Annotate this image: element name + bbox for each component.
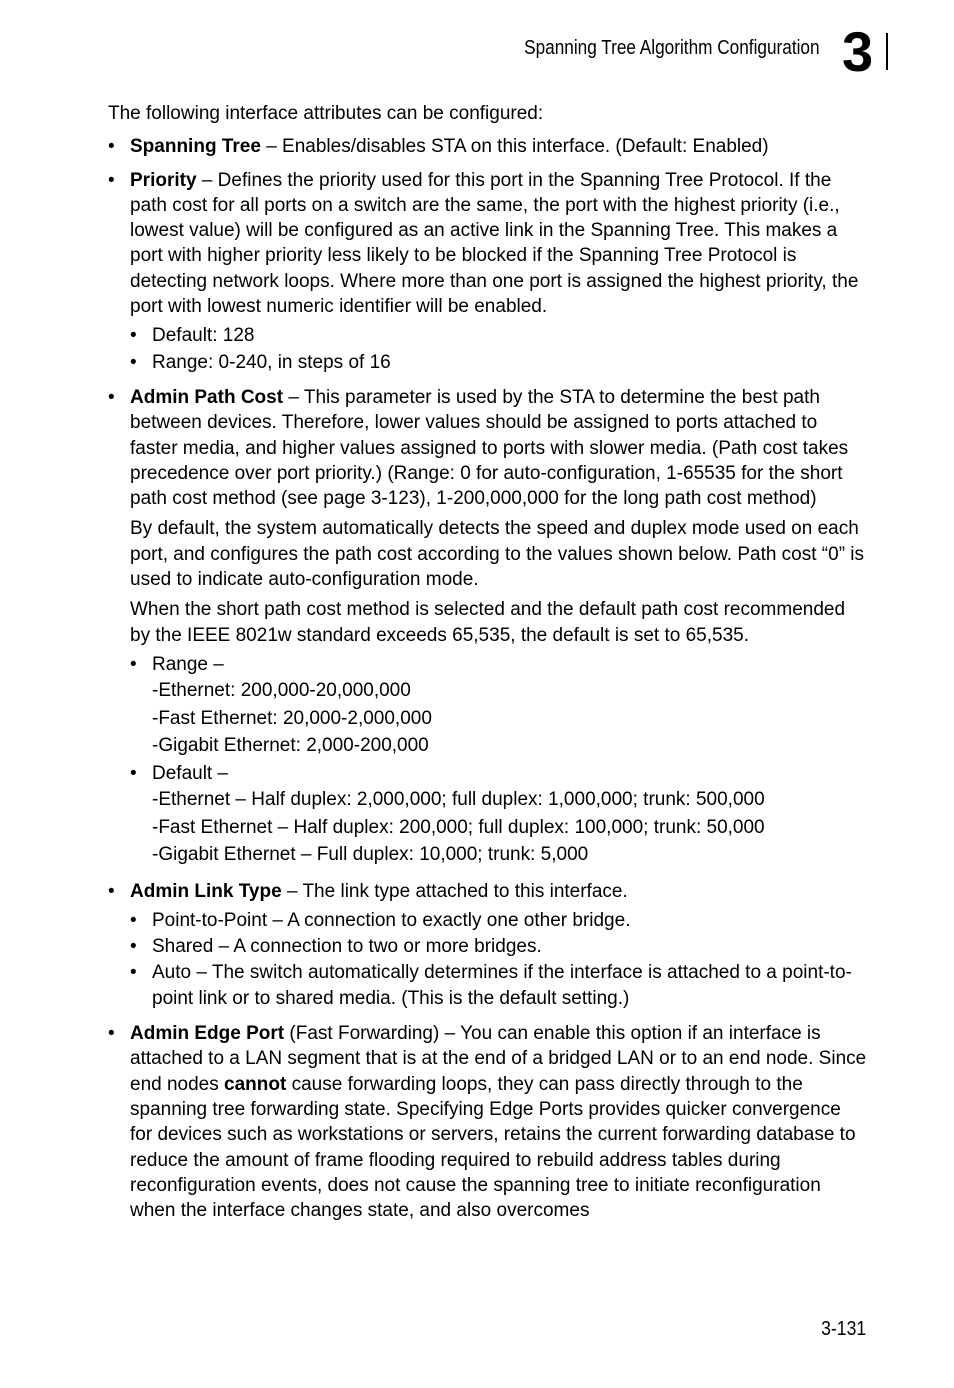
page-number: 3-131 <box>820 1318 866 1340</box>
term-admin-link-type: Admin Link Type <box>130 880 282 902</box>
default-line: -Fast Ethernet – Half duplex: 200,000; full duplex: 100,000; trunk: 50,000 <box>152 816 765 838</box>
list-item: • Auto – The switch automatically determines if the interface is attached to a point-to-point link or to shared media. (This is the default setting.) <box>130 960 868 1011</box>
desc-priority: – Defines the priority used for this port in the Spanning Tree Protocol. If the path cost for all ports on a switch are the same, the port with the highest priority (i.e., lowest value) will be configured as an active link in the Spanning Tree. This makes a port with higher priority less likely to be blocked if the Spanning Tree Protocol is detecting network loops. Where more than one port is assigned the highest priority, the port with lowest numeric identifier will be enabled. <box>130 169 859 318</box>
running-header: Spanning Tree Algorithm Configuration <box>524 37 820 59</box>
chapter-divider <box>886 33 888 70</box>
default-line: -Ethernet – Half duplex: 2,000,000; full duplex: 1,000,000; trunk: 500,000 <box>152 789 765 811</box>
list-item-priority <box>108 168 868 375</box>
list-item: • Range: 0-240, in steps of 16 <box>130 350 868 375</box>
desc-edge-port-a: (Fast Forwarding) – You can enable this option if an interface is attached to a LAN segment that is at the end of a bridged LAN or to an end node. Since end nodes <box>130 1023 867 1095</box>
intro-text: The following interface attributes can be configured: <box>108 103 544 124</box>
list-item-admin-edge-port <box>108 1021 868 1223</box>
list-item: • Point-to-Point – A connection to exactly one other bridge. <box>130 908 868 933</box>
range-label: • Range – <box>152 653 224 675</box>
default-line: -Gigabit Ethernet – Full duplex: 10,000; trunk: 5,000 <box>152 844 589 866</box>
desc-admin-link-type: – The link type attached to this interface. <box>281 880 628 902</box>
desc-admin-path-cost: – This parameter is used by the STA to determine the best path between devices. Therefore, lower values should be assigned to ports attached to faster media, and higher values assigned to ports with slower media. (Path cost takes precedence over port priority.) (Range: 0 for auto-configuration, 1-65535 for the short path cost method (see page 3-123), 1-200,000,000 for the long path cost method) <box>130 386 849 510</box>
list-item: • Default: 128 <box>130 323 868 348</box>
list-item-admin-path-cost <box>108 385 868 869</box>
priority-sublist <box>130 323 868 375</box>
list-item-range <box>130 652 868 760</box>
range-line: -Fast Ethernet: 20,000-2,000,000 <box>152 707 432 729</box>
list-item-default <box>130 761 868 869</box>
attribute-list <box>108 134 868 1223</box>
term-spanning-tree: Spanning Tree <box>130 136 261 158</box>
path-cost-short-method-paragraph: When the short path cost method is selected and the default path cost recommended by the IEEE 8021w standard exceeds 65,535, the default is set to 65,535. <box>130 599 846 646</box>
list-item-spanning-tree <box>108 134 868 159</box>
range-line: -Ethernet: 200,000-20,000,000 <box>152 680 411 702</box>
chapter-number: 3 <box>842 20 874 83</box>
range-line: -Gigabit Ethernet: 2,000-200,000 <box>152 735 429 757</box>
list-item-admin-link-type <box>108 879 868 1011</box>
default-label: • Default – <box>152 762 229 784</box>
list-item: • Shared – A connection to two or more bridges. <box>130 934 868 959</box>
term-admin-edge-port: Admin Edge Port <box>130 1023 285 1045</box>
path-cost-sublist <box>130 652 868 869</box>
path-cost-default-paragraph: By default, the system automatically detects the speed and duplex mode used on each port, and configures the path cost according to the values shown below. Path cost “0” is used to indicate auto-configuration mode. <box>130 518 865 591</box>
desc-spanning-tree: – Enables/disables STA on this interface. (Default: Enabled) <box>260 136 769 158</box>
term-priority: Priority <box>130 169 197 191</box>
page-body <box>108 101 868 1231</box>
desc-edge-port-b: cause forwarding loops, they can pass directly through to the spanning tree forwarding state. Specifying Edge Ports provides quicker convergence for devices such as workstations or servers, retains the current forwarding database to reduce the amount of frame flooding required to rebuild address tables during reconfiguration events, does not cause the spanning tree to initiate reconfiguration when the interface changes state, and also overcomes <box>130 1073 856 1222</box>
link-type-sublist <box>130 908 868 1011</box>
emphasis-cannot: cannot <box>224 1073 287 1095</box>
term-admin-path-cost: Admin Path Cost <box>130 386 284 408</box>
